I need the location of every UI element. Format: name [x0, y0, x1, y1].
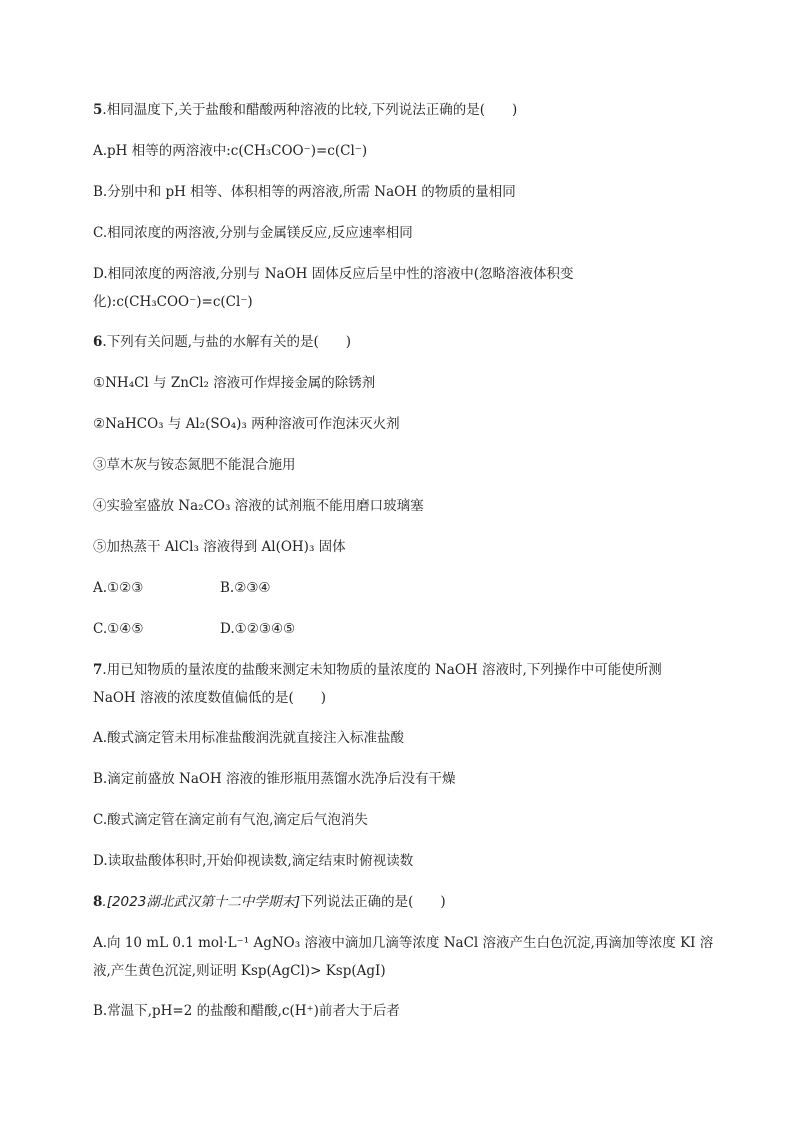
q6-options-row-1: [93, 578, 271, 598]
q5-stem: [93, 100, 517, 120]
q8-option-b: B.常温下,pH=2 的盐酸和醋酸,c(H⁺)前者大于后者: [93, 1003, 400, 1019]
q5-option-a: A.pH 相等的两溶液中:c(CH₃COO⁻)=c(Cl⁻): [93, 143, 368, 159]
q6-stem: [93, 332, 351, 352]
q5-option-b: B.分别中和 pH 相等、体积相等的两溶液,所需 NaOH 的物质的量相同: [93, 184, 516, 200]
q6-option-c: C.①④⑤: [93, 621, 144, 637]
q6-option-d: D.①②③④⑤: [220, 621, 296, 637]
q6-stem-text: .下列有关问题,与盐的水解有关的是( ): [102, 334, 352, 350]
q5-number: 5: [93, 102, 103, 118]
q6-statement-3: ③草木灰与铵态氮肥不能混合施用: [93, 457, 296, 473]
q5-option-c: C.相同浓度的两溶液,分别与金属镁反应,反应速率相同: [93, 225, 413, 241]
q7-option-b: B.滴定前盛放 NaOH 溶液的锥形瓶用蒸馏水洗净后没有干燥: [93, 771, 456, 787]
q7-option-c: C.酸式滴定管在滴定前有气泡,滴定后气泡消失: [93, 812, 368, 828]
q6-options-row-2: [93, 619, 296, 639]
q8-stem: [93, 892, 446, 912]
q5-stem-text: .相同温度下,关于盐酸和醋酸两种溶液的比较,下列说法正确的是( ): [102, 102, 518, 118]
q7-stem-line2: NaOH 溶液的浓度数值偏低的是( ): [93, 690, 327, 706]
q8-number: 8: [93, 894, 103, 910]
q5-option-d-line2: 化):c(CH₃COO⁻)=c(Cl⁻): [93, 294, 253, 310]
q6-number: 6: [93, 334, 103, 350]
q6-statement-4: ④实验室盛放 Na₂CO₃ 溶液的试剂瓶不能用磨口玻璃塞: [93, 498, 424, 514]
q7-option-d: D.读取盐酸体积时,开始仰视读数,滴定结束时俯视读数: [93, 853, 414, 869]
q6-option-b: B.②③④: [220, 580, 271, 596]
q7-option-a: A.酸式滴定管未用标准盐酸润洗就直接注入标准盐酸: [93, 730, 405, 746]
q6-statement-2: ②NaHCO₃ 与 Al₂(SO₄)₃ 两种溶液可作泡沫灭火剂: [93, 416, 400, 432]
q8-option-a-line1: A.向 10 mL 0.1 mol·L⁻¹ AgNO₃ 溶液中滴加几滴等浓度 NaCl 溶液产生白色沉淀,再滴加等浓度 KI 溶: [93, 935, 714, 951]
q8-stem-text: 下列说法正确的是( ): [300, 894, 446, 910]
q6-statement-1: ①NH₄Cl 与 ZnCl₂ 溶液可作焊接金属的除锈剂: [93, 375, 376, 391]
q7-stem-line1: [93, 660, 662, 680]
q8-option-a-line2: 液,产生黄色沉淀,则证明 Ksp(AgCl)> Ksp(AgI): [93, 963, 386, 979]
q7-stem-text: .用已知物质的量浓度的盐酸来测定未知物质的量浓度的 NaOH 溶液时,下列操作中可能使所测: [102, 662, 662, 678]
q5-option-d-line1: D.相同浓度的两溶液,分别与 NaOH 固体反应后呈中性的溶液中(忽略溶液体积变: [93, 266, 574, 282]
q8-source: .[2023湖北武汉第十二中学期末]: [102, 894, 301, 910]
q7-number: 7: [93, 662, 103, 678]
q6-statement-5: ⑤加热蒸干 AlCl₃ 溶液得到 Al(OH)₃ 固体: [93, 539, 346, 555]
q6-option-a: A.①②③: [93, 580, 144, 596]
